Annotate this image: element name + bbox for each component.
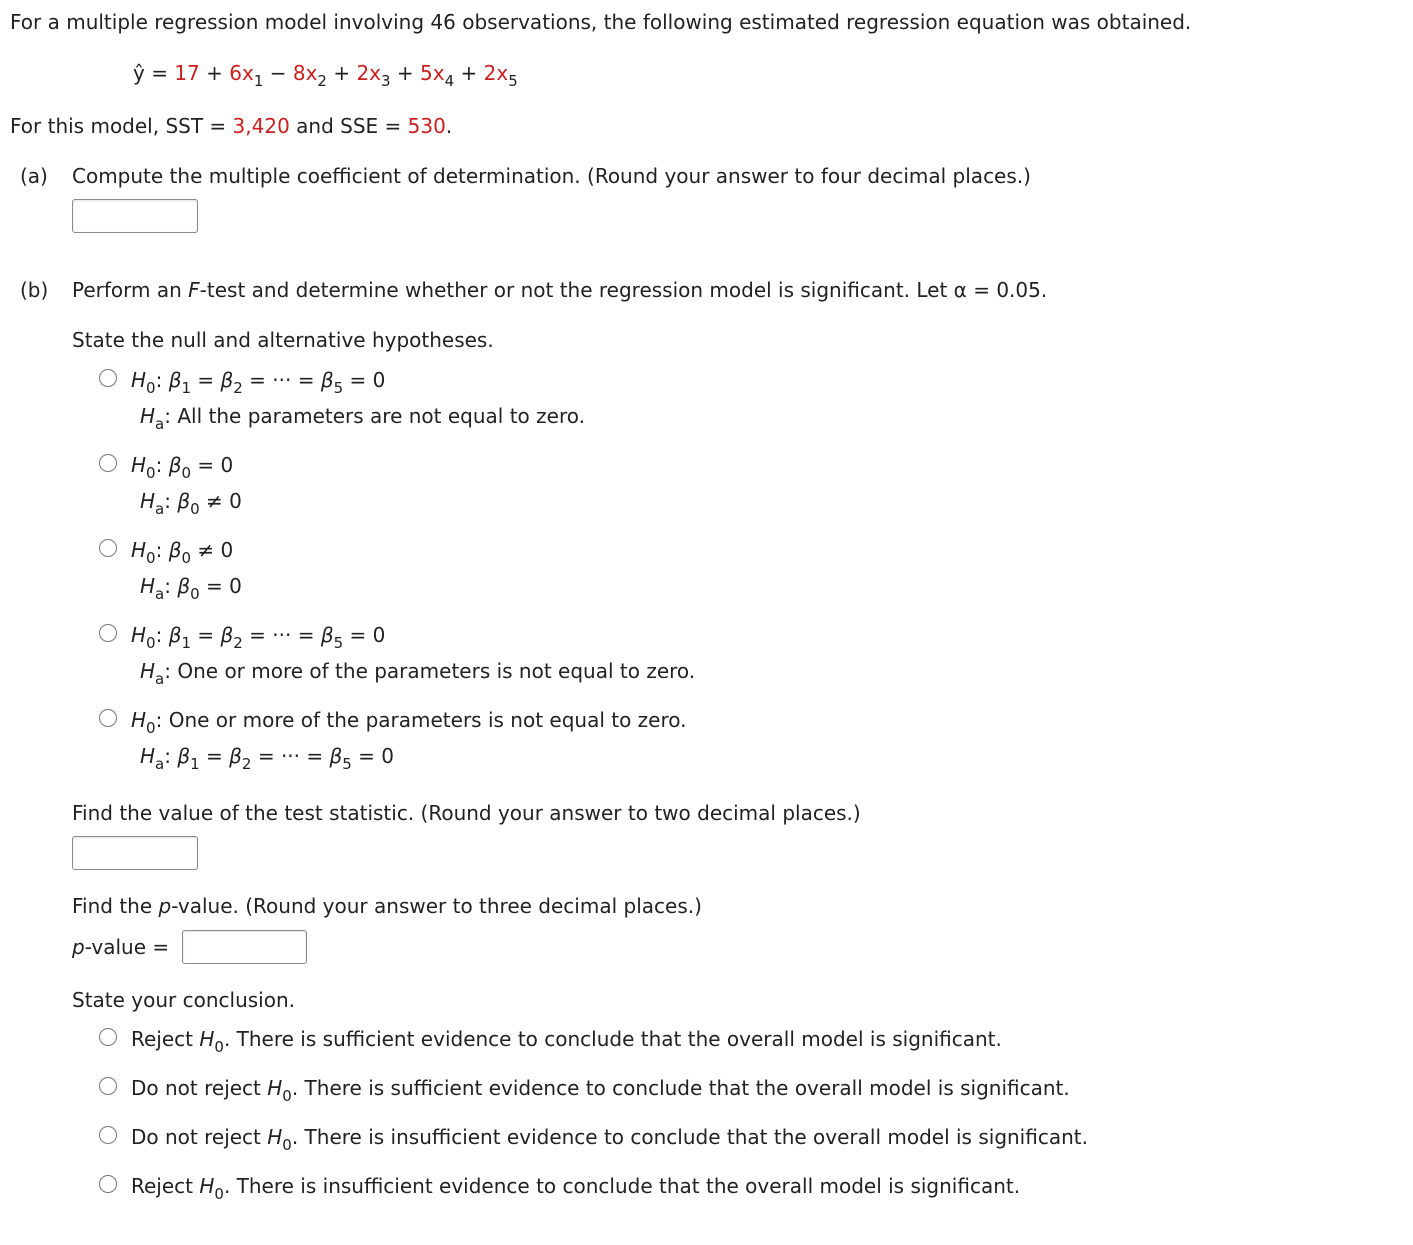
model-sums: For this model, SST = 3,420 and SSE = 530.	[10, 114, 453, 138]
conclusion-option-4-radio[interactable]	[99, 1175, 117, 1193]
part-a-question: Compute the multiple coefficient of determination. (Round your answer to four decimal places.)	[72, 164, 1031, 188]
r-squared-input[interactable]	[72, 199, 198, 233]
hypothesis-option-3-h0: $H_0$: $\beta_0 \ne 0$	[131, 538, 234, 567]
conclusion-prompt: State your conclusion.	[72, 988, 296, 1012]
hypothesis-option-4-h0: $H_0$: $\beta_1 = \beta_2$ = ··· = $\beta_5 = 0$	[131, 623, 386, 652]
conclusion-option-1-text: Reject $H_0$. There is sufficient evidence to conclude that the overall model is significant.	[131, 1027, 1002, 1056]
p-value-label: p-value =	[72, 935, 170, 959]
conclusion-option-1-radio[interactable]	[99, 1028, 117, 1046]
p-value-prompt: Find the p-value. (Round your answer to three decimal places.)	[72, 894, 702, 918]
hypothesis-option-2-radio[interactable]	[99, 454, 117, 472]
hypothesis-option-5-ha: $H_a$: $\beta_1 = \beta_2$ = ··· = $\beta_5 = 0$	[140, 744, 395, 773]
hypotheses-prompt: State the null and alternative hypotheses.	[72, 328, 494, 352]
part-b-question: Perform an F-test and determine whether or not the regression model is significant. Let α = 0.05.	[72, 278, 1048, 302]
conclusion-option-2-text: Do not reject $H_0$. There is sufficient evidence to conclude that the overall model is significant.	[131, 1076, 1070, 1105]
intro-text: For a multiple regression model involving 46 observations, the following estimated regression equation was obtained.	[10, 10, 1192, 34]
p-value-input[interactable]	[182, 930, 307, 964]
regression-equation: ŷ = $17 + 6x_1 - 8x_2 + 2x_3 + 5x_4 + 2x_5$	[133, 61, 518, 90]
hypothesis-option-1-radio[interactable]	[99, 369, 117, 387]
hypothesis-option-1-h0: $H_0$: $\beta_1 = \beta_2$ = ··· = $\beta_5 = 0$	[131, 368, 386, 397]
hypothesis-option-4-radio[interactable]	[99, 624, 117, 642]
test-statistic-input[interactable]	[72, 836, 198, 870]
hypothesis-option-3-ha: $H_a$: $\beta_0 = 0$	[140, 574, 242, 603]
conclusion-option-3-radio[interactable]	[99, 1126, 117, 1144]
hypothesis-option-5-radio[interactable]	[99, 709, 117, 727]
conclusion-option-2-radio[interactable]	[99, 1077, 117, 1095]
part-b-label: (b)	[20, 278, 49, 302]
hypothesis-option-1-ha: $H_a$: All the parameters are not equal to zero.	[140, 404, 585, 433]
conclusion-option-4-text: Reject $H_0$. There is insufficient evidence to conclude that the overall model is significant.	[131, 1174, 1021, 1203]
part-a-label: (a)	[20, 164, 48, 188]
hypothesis-option-2-h0: $H_0$: $\beta_0 = 0$	[131, 453, 234, 482]
hypothesis-option-5-h0: $H_0$: One or more of the parameters is not equal to zero.	[131, 708, 687, 737]
test-statistic-prompt: Find the value of the test statistic. (Round your answer to two decimal places.)	[72, 801, 861, 825]
hypothesis-option-3-radio[interactable]	[99, 539, 117, 557]
conclusion-option-3-text: Do not reject $H_0$. There is insufficient evidence to conclude that the overall model is significant.	[131, 1125, 1088, 1154]
hypothesis-option-4-ha: $H_a$: One or more of the parameters is not equal to zero.	[140, 659, 696, 688]
hypothesis-option-2-ha: $H_a$: $\beta_0 \ne 0$	[140, 489, 242, 518]
